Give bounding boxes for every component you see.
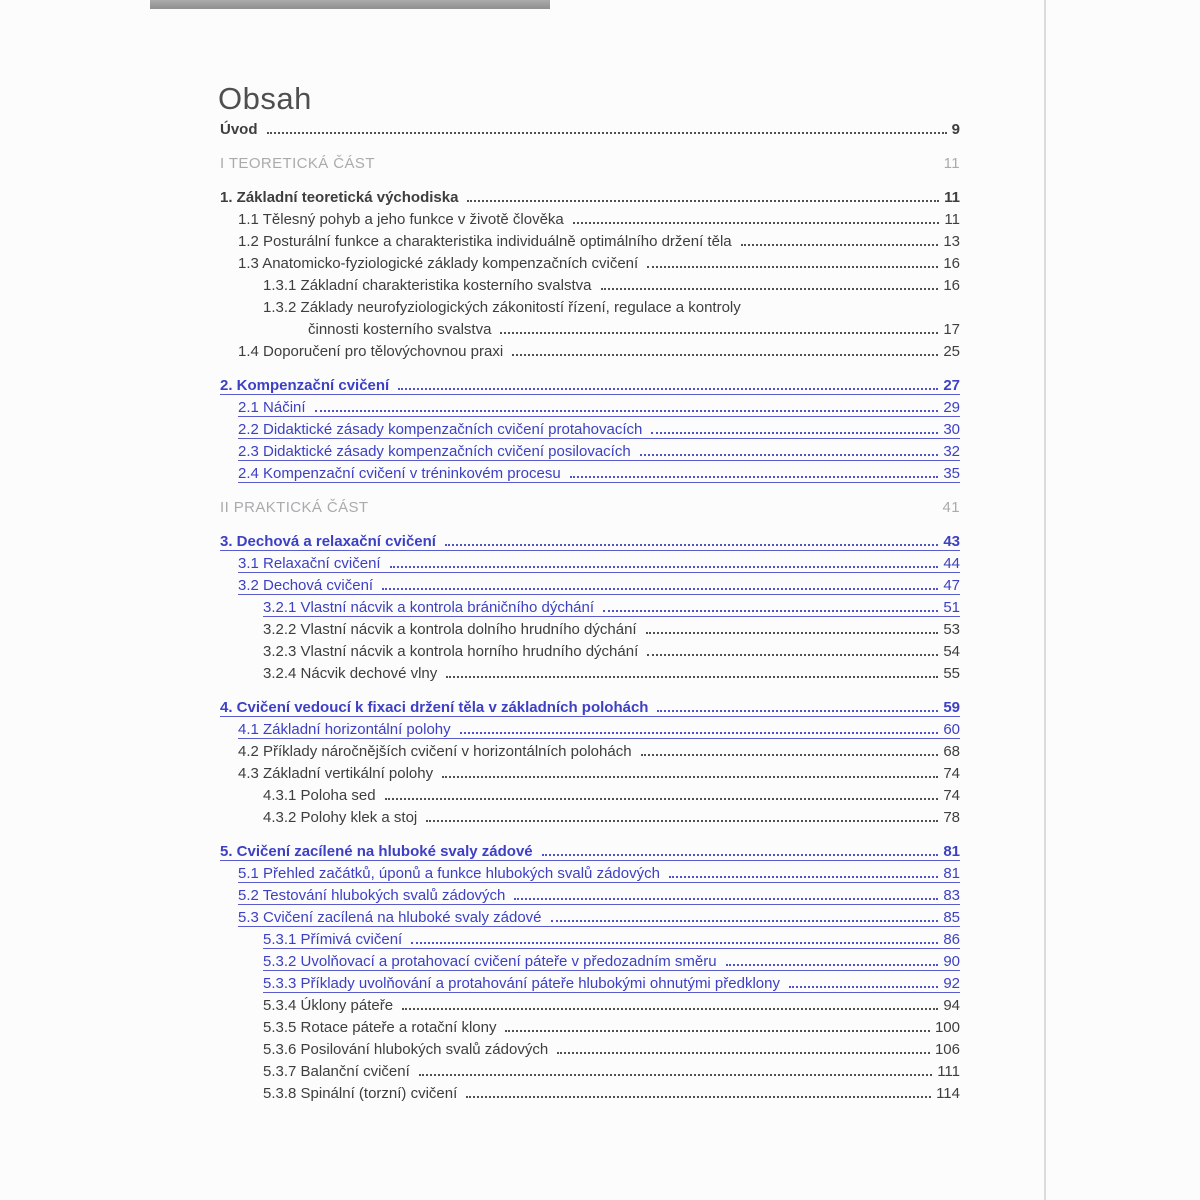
toc-leader-dots [467,200,939,202]
toc-entry [220,253,960,275]
toc-entry [220,807,960,829]
toc-entry-page: 92 [943,975,960,992]
toc-entry-page: 94 [943,997,960,1014]
toc-leader-dots [419,1074,932,1076]
toc-entry-link[interactable] [220,973,960,995]
toc-entry-label: 5. Cvičení zacílené na hluboké svaly zádové [220,843,533,860]
toc-entry-label: 3.2.2 Vlastní nácvik a kontrola dolního hrudního dýchání [263,621,637,638]
toc-entry [220,297,960,319]
toc-entry-label: 3.2 Dechová cvičení [238,577,374,594]
toc-leader-dots [646,632,939,634]
toc-entry-label: 1.1 Tělesný pohyb a jeho funkce v životě člověka [238,211,564,228]
toc-entry-page: 83 [943,887,960,904]
toc-leader-dots [446,676,938,678]
toc-entry-link[interactable] [220,597,960,619]
toc-entry-label: činnosti kosterního svalstva [308,321,492,338]
toc-entry-page: 17 [943,321,960,338]
toc-entry-label: 2.2 Didaktické zásady kompenzačních cvičení protahovacích [238,421,643,438]
toc-entry-page: 51 [943,599,960,616]
toc-entry-label: 3.2.1 Vlastní nácvik a kontrola bráničního dýchání [263,599,595,616]
toc-entry-label: 4.3 Základní vertikální polohy [238,765,434,782]
toc-entry-label: 4.2 Příklady náročnějších cvičení v horizontálních polohách [238,743,632,760]
toc-entry-page: 106 [934,1041,960,1058]
toc-entry-link[interactable] [220,531,960,553]
toc-entry-label: 5.3.3 Příklady uvolňování a protahování páteře hlubokými ohnutými předklony [263,975,780,992]
toc-leader-dots [601,288,939,290]
toc-entry-label: 5.3.6 Posilování hlubokých svalů zádových [263,1041,549,1058]
toc-leader-dots [647,654,938,656]
toc-entry [220,785,960,807]
toc-entry [220,209,960,231]
toc-entry-page: 35 [943,465,960,482]
toc-entry-page: 43 [943,533,960,550]
toc-entry-page: 74 [943,787,960,804]
toc-entry-page: 68 [943,743,960,760]
toc-entry-page: 81 [943,865,960,882]
toc-leader-dots [315,410,939,412]
toc-entry-page: 114 [936,1085,960,1102]
toc-leader-dots [726,964,939,966]
toc-entry-link[interactable] [220,885,960,907]
toc-leader-dots [603,610,938,612]
toc-entry-page: 74 [943,765,960,782]
toc-leader-dots [741,244,939,246]
toc-leader-dots [385,798,939,800]
toc-entry-label: 5.3.5 Rotace páteře a rotační klony [263,1019,497,1036]
toc-leader-dots [651,432,938,434]
toc-entry-page: 11 [943,155,960,172]
toc-entry [220,641,960,663]
toc-entry [220,663,960,685]
toc-leader-dots [640,454,939,456]
toc-entry-page: 60 [943,721,960,738]
toc-entry-page: 29 [943,399,960,416]
toc-leader-dots [398,388,938,390]
toc-entry [220,319,960,341]
toc-leader-dots [557,1052,930,1054]
toc-entry-label: 5.3.2 Uvolňovací a protahovací cvičení páteře v předozadním směru [263,953,717,970]
toc-leader-dots [657,710,938,712]
toc-entry-label: 5.1 Přehled začátků, úponů a funkce hlubokých svalů zádových [238,865,660,882]
toc-entry-label: 3. Dechová a relaxační cvičení [220,533,436,550]
toc-entry-page: 32 [943,443,960,460]
toc-entry [220,275,960,297]
toc-entry [220,187,960,209]
toc-entry [220,1017,960,1039]
toc-entry-link[interactable] [220,951,960,973]
toc-entry-label: 2. Kompenzační cvičení [220,377,390,394]
toc-entry-link[interactable] [220,441,960,463]
page-title: Obsah [218,80,312,116]
toc-entry-label: 1.4 Doporučení pro tělovýchovnou praxi [238,343,504,360]
toc-leader-dots [402,1008,938,1010]
toc-entry-label: 2.4 Kompenzační cvičení v tréninkovém procesu [238,465,561,482]
toc-entry-page: 13 [943,233,960,250]
toc-leader-dots [267,132,947,134]
toc-entry [220,1039,960,1061]
toc-entry-link[interactable] [220,697,960,719]
toc-leader-dots [512,354,938,356]
toc-entry-page: 81 [943,843,960,860]
toc-entry-page: 85 [943,909,960,926]
toc-entry-label: 5.3.7 Balanční cvičení [263,1063,410,1080]
toc-entry-label: 3.1 Relaxační cvičení [238,555,381,572]
toc-entry-label: 4. Cvičení vedoucí k fixaci držení těla v základních polohách [220,699,649,716]
toc-entry-label: 3.2.4 Nácvik dechové vlny [263,665,438,682]
toc-entry-link[interactable] [220,841,960,863]
toc-leader-dots [641,754,939,756]
toc-entry-label: 5.3.1 Přímivá cvičení [263,931,403,948]
toc-entry-label: 5.3 Cvičení zacílená na hluboké svaly zádové [238,909,542,926]
toc-entry-page: 55 [943,665,960,682]
toc-entry-page: 44 [943,555,960,572]
toc-entry [220,341,960,363]
toc-entry-label: 5.3.4 Úklony páteře [263,997,394,1014]
toc-entry [220,741,960,763]
toc-leader-dots [789,986,938,988]
toc-leader-dots [542,854,939,856]
toc-entry [220,1083,960,1105]
toc-entry-label: Úvod [220,121,258,138]
toc-entry-link[interactable] [220,419,960,441]
toc-entry-label: II PRAKTICKÁ ČÁST [220,499,369,516]
toc-entry-label: 5.3.8 Spinální (torzní) cvičení [263,1085,458,1102]
toc-leader-dots [426,820,938,822]
toc-entry-link[interactable] [220,553,960,575]
toc-entry-page: 86 [943,931,960,948]
toc-entry-label: 4.3.1 Poloha sed [263,787,376,804]
toc-entry-link[interactable] [220,575,960,597]
toc-entry-page: 78 [943,809,960,826]
toc-leader-dots [669,876,938,878]
toc-entry-page: 47 [943,577,960,594]
toc-entry-label: I TEORETICKÁ ČÁST [220,155,375,172]
toc-entry-page: 54 [943,643,960,660]
toc-entry [220,763,960,785]
toc-leader-dots [442,776,938,778]
toc-leader-dots [466,1096,931,1098]
toc-entry-page: 9 [951,121,960,138]
toc-entry-label: 1.3.2 Základy neurofyziologických zákonitostí řízení, regulace a kontroly [263,299,741,316]
toc-entry-label: 1.2 Posturální funkce a charakteristika individuálně optimálního držení těla [238,233,732,250]
toc-leader-dots [514,898,938,900]
toc-entry-page: 16 [943,255,960,272]
scan-top-bar [150,0,550,9]
toc-entry-label: 4.1 Základní horizontální polohy [238,721,451,738]
toc-entry-label: 2.3 Didaktické zásady kompenzačních cvičení posilovacích [238,443,631,460]
toc-list [220,119,960,1105]
toc-entry-page: 100 [934,1019,960,1036]
toc-entry-label: 1.3.1 Základní charakteristika kosterního svalstva [263,277,592,294]
toc-leader-dots [505,1030,929,1032]
toc-entry-page: 111 [937,1063,960,1080]
toc-entry-link[interactable] [220,397,960,419]
toc-entry [220,995,960,1017]
toc-entry-label: 5.2 Testování hlubokých svalů zádových [238,887,506,904]
toc-entry [220,231,960,253]
toc-entry [220,1061,960,1083]
toc-entry [220,497,960,519]
toc-entry-label: 2.1 Náčiní [238,399,306,416]
page-edge-line [1044,0,1046,1200]
toc-entry-link[interactable] [220,907,960,929]
toc-leader-dots [411,942,938,944]
toc-leader-dots [445,544,938,546]
toc-entry-link[interactable] [220,375,960,397]
toc-leader-dots [382,588,938,590]
toc-entry-page: 16 [943,277,960,294]
toc-entry [220,153,960,175]
toc-leader-dots [551,920,939,922]
toc-leader-dots [460,732,939,734]
toc-entry-label: 3.2.3 Vlastní nácvik a kontrola horního hrudního dýchání [263,643,639,660]
toc-entry-link[interactable] [220,863,960,885]
toc-entry-page: 53 [943,621,960,638]
toc-entry-page: 25 [943,343,960,360]
toc-leader-dots [390,566,939,568]
toc-entry-page: 59 [943,699,960,716]
toc-entry-page: 27 [943,377,960,394]
toc-leader-dots [500,332,938,334]
toc-entry-page: 90 [943,953,960,970]
toc-entry [220,119,960,141]
toc-entry [220,619,960,641]
toc-entry-link[interactable] [220,719,960,741]
toc-leader-dots [570,476,939,478]
toc-entry-page: 30 [943,421,960,438]
toc-entry-link[interactable] [220,929,960,951]
toc-entry-label: 4.3.2 Polohy klek a stoj [263,809,418,826]
toc-entry-label: 1. Základní teoretická východiska [220,189,459,206]
toc-entry-page: 11 [944,211,960,228]
toc-leader-dots [573,222,940,224]
toc-leader-dots [647,266,938,268]
toc-entry-page: 41 [942,499,960,516]
toc-entry-link[interactable] [220,463,960,485]
toc-entry-label: 1.3 Anatomicko-fyziologické základy kompenzačních cvičení [238,255,639,272]
toc-entry-page: 11 [944,189,960,206]
